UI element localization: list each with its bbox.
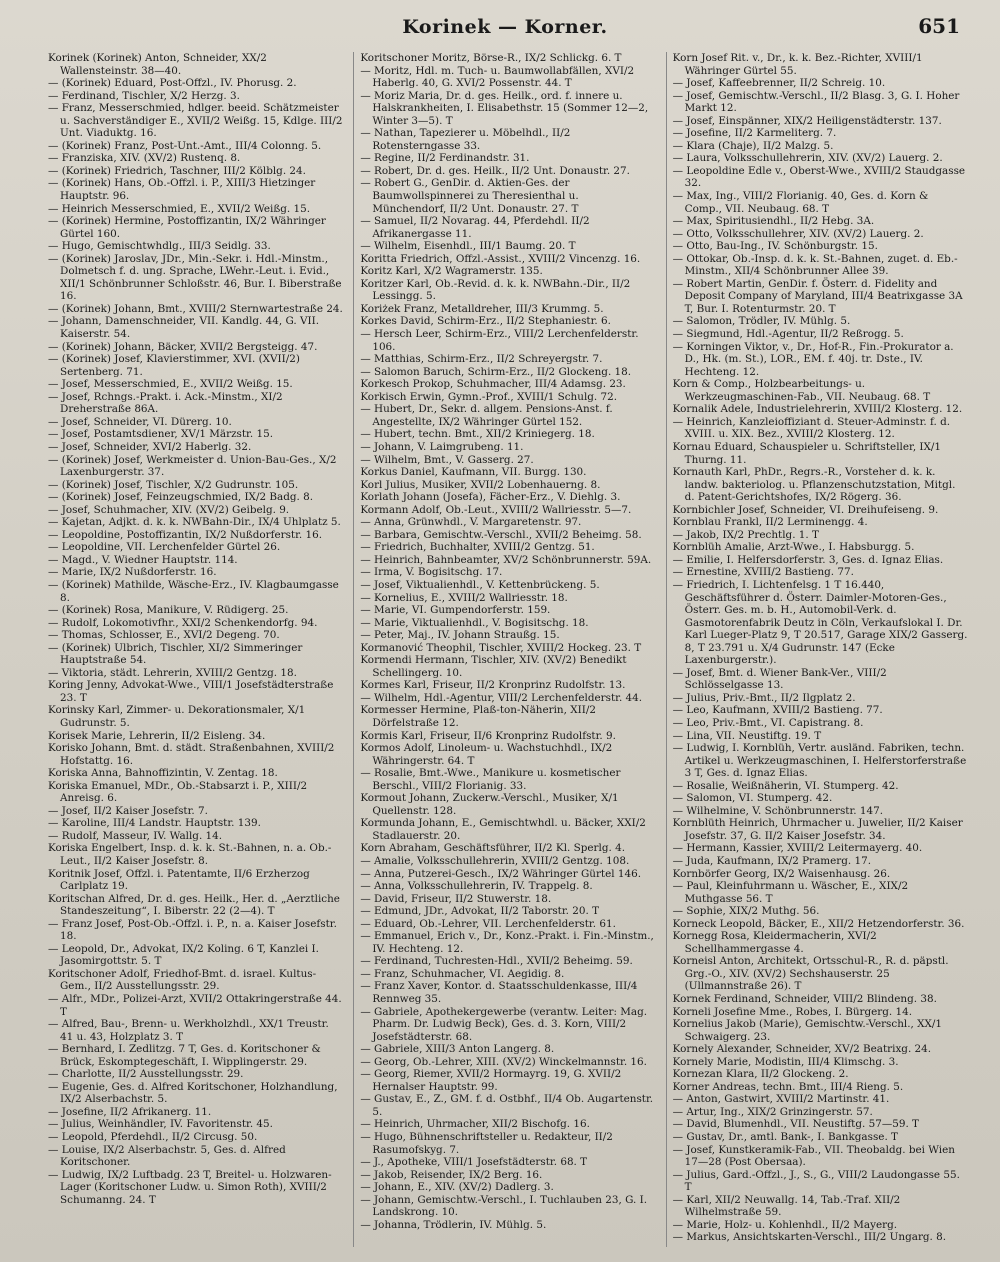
directory-entry: — Alfred, Bau-, Brenn- u. Werkholzhdl., XX/1 Treustr. 41 u. 43, Holzplatz 3. T — [48, 1018, 329, 1043]
directory-entry: — Josef, Kaffeebrenner, II/2 Schreig. 10. — [672, 77, 886, 90]
directory-entry: — Klara (Chaje), II/2 Malzg. 5. — [672, 139, 834, 152]
directory-entry: — Anna, Putzerei-Gesch., IX/2 Währinger Gürtel 146. — [360, 867, 642, 880]
directory-entry: — Otto, Bau-Ing., IV. Schönburgstr. 15. — [672, 240, 878, 253]
directory-entry: — Josef, Schneider, XVI/2 Haberlg. 32. — [48, 440, 252, 453]
directory-entry: — Artur, Ing., XIX/2 Grinzingerstr. 57. — [672, 1105, 873, 1118]
directory-entry: — Wilhelm, Eisenhdl., III/1 Baumg. 20. T — [360, 240, 576, 253]
directory-entry: — Robert, Dr. d. ges. Heilk., II/2 Unt. Donaustr. 27. — [360, 164, 630, 177]
directory-entry: — Heinrich, Uhrmacher, XII/2 Bischofg. 16. — [360, 1118, 590, 1131]
directory-entry: — Korningen Viktor, v., Dr., Hof-R., Fin.-Prokurator a. D., Hk. (m. St.), LOR., EM. f. 40j. tr. Dste., IV. Hechteng. 12. — [672, 340, 954, 378]
directory-entry: Koriska Engelbert, Insp. d. k. k. St.-Bahnen, n. a. Ob.-Leut., II/2 Kaiser Josefstr. 8. — [48, 842, 332, 867]
directory-entry: Korl Julius, Musiker, XVII/2 Lobenhauerng. 8. — [360, 478, 601, 491]
directory-entry: — Gustav, E., Z., GM. f. d. Ostbhf., II/4 Ob. Augartenstr. 5. — [360, 1093, 654, 1118]
directory-entry: — Wilhelm, Bmt., V. Gasserg. 27. — [360, 453, 534, 466]
directory-entry: Kormann Adolf, Ob.-Leut., XVIII/2 Wallriesstr. 5—7. — [360, 503, 632, 516]
directory-entry: Kormis Karl, Friseur, II/6 Kronprinz Rudolfstr. 9. — [360, 729, 616, 742]
directory-entry: Korn Abraham, Geschäftsführer, II/2 Kl. Sperlg. 4. — [360, 842, 626, 855]
directory-entry: — Johann, E., XIV. (XV/2) Dadlerg. 3. — [360, 1181, 554, 1194]
directory-entry: — (Korinek) Ulbrich, Tischler, XI/2 Simmeringer Hauptstraße 54. — [48, 641, 303, 667]
directory-entry: — Robert G., GenDir. d. Aktien-Ges. der Baumwollspinnerei zu Theresienthal u. Münchendorf, II/2 Unt. Donaustr. 27. T — [360, 177, 579, 215]
directory-entry: — Hubert, Dr., Sekr. d. allgem. Pensions-Anst. f. Angestellte, IX/2 Währinger Gürtel 152. — [360, 403, 613, 428]
directory-entry: — (Korinek) Franz, Post-Unt.-Amt., III/4 Colonng. 5. — [48, 139, 322, 152]
directory-entry: — Leo, Priv.-Bmt., VI. Capistrang. 8. — [672, 716, 864, 729]
column-middle — [353, 52, 655, 1247]
directory-entry: — Moriz Maria, Dr. d. ges. Heilk., ord. f. innere u. Halskrankheiten, I. Elisabethstr. 15 (Sommer 12—2, Winter 3—5). T — [360, 89, 649, 127]
directory-entry: — Juda, Kaufmann, IX/2 Pramerg. 17. — [672, 855, 872, 867]
directory-entry: — David, Blumenhdl., VII. Neustiftg. 57—59. T — [672, 1118, 919, 1131]
directory-entry: Korneisl Anton, Architekt, Ortsschul-R., R. d. päpstl. Grg.-O., XIV. (XV/2) Sechshauserstr. 25 (Ullmannstraße 26). T — [672, 955, 949, 993]
directory-entry: Kornau Eduard, Schauspieler u. Schriftsteller, IX/1 Thurng. 11. — [672, 440, 942, 466]
directory-entry: — J., Apotheke, VIII/1 Josefstädterstr. 68. T — [360, 1156, 588, 1169]
directory-entry: — Salomon Baruch, Schirm-Erz., II/2 Glockeng. 18. — [360, 365, 632, 378]
directory-entry: Koritta Friedrich, Offzl.-Assist., XVIII/2 Vincenzg. 16. — [360, 252, 641, 265]
directory-entry: — Johann, V. Laimgrubeng. 11. — [360, 440, 524, 453]
directory-entry: — Magd., V. Wiedner Hauptstr. 114. — [48, 553, 238, 566]
directory-entry: — Salomon, VI. Stumperg. 42. — [672, 792, 833, 805]
directory-entry: Korn Josef Rit. v., Dr., k. k. Bez.-Richter, XVIII/1 Währinger Gürtel 55. — [672, 52, 923, 77]
directory-entry: — Franziska, XIV. (XV/2) Rustenq. 8. — [48, 152, 241, 165]
directory-entry: — Paul, Kleinfuhrmann u. Wäscher, E., XIX/2 Muthgasse 56. T — [672, 880, 909, 905]
directory-entry: Kornblüh Amalie, Arzt-Wwe., I. Habsburgg. 5. — [672, 541, 915, 554]
entry-columns — [48, 52, 968, 1247]
directory-entry: — Georg, Riemer, XVII/2 Hormayrg. 19, G. XVII/2 Hernalser Hauptstr. 99. — [360, 1068, 622, 1093]
directory-entry: Koritz Karl, X/2 Wagramerstr. 135. — [360, 265, 543, 278]
directory-entry: — Friedrich, I. Lichtenfelsg. 1 T 16.440, Geschäftsführer d. Österr. Daimler-Motoren-Ges., Österr. Ges. m. b. H., Automobil-Verk. d. Gasmotorenfabrik Deutz in Cöln, Verkaufslokal I. Dr. Karl Lueger-Platz 9, T 20.517, Garage XIX/2 Gasserg. 8, T 23.791 u. X/4 Gudrunstr. 147 (Ecke Laxenburgerstr.). — [672, 578, 968, 667]
running-head: Korinek — Korner. — [402, 16, 608, 38]
directory-entry: — Ferdinand, Tischler, X/2 Herzg. 3. — [48, 89, 240, 102]
directory-entry: — Gabriele, XIII/3 Anton Langerg. 8. — [360, 1043, 555, 1056]
directory-entry: — Leopoldine Edle v., Oberst-Wwe., XVIII/2 Staudgasse 32. — [672, 164, 966, 190]
directory-entry: Korisko Johann, Bmt. d. städt. Straßenbahnen, XVIII/2 Hofstattg. 16. — [48, 742, 335, 767]
directory-entry: — (Korinek) Jaroslav, JDr., Min.-Sekr. i. Hdl.-Minstm., Dolmetsch f. d. ung. Sprache, LWehr.-Leut. i. Evid., XII/1 Schönbrunner Schloßstr. 46, Bur. I. Biberstraße 16. — [48, 252, 342, 303]
directory-entry: — Matthias, Schirm-Erz., II/2 Schreyergstr. 7. — [360, 353, 603, 366]
directory-entry: Koring Jenny, Advokat-Wwe., VIII/1 Josefstädterstraße 23. T — [48, 679, 334, 704]
directory-entry: — Hubert, techn. Bmt., XII/2 Kriniegerg. 18. — [360, 428, 595, 441]
directory-entry: — Ernestine, XVIII/2 Bastieng. 77. — [672, 566, 854, 579]
directory-entry: — Friedrich, Buchhalter, XVIII/2 Gentzg. 51. — [360, 541, 595, 554]
directory-entry: — Moritz, Hdl. m. Tuch- u. Baumwollabfällen, XVI/2 Haberlg. 40, G. XVI/2 Possenstr. 44. T — [360, 64, 635, 90]
directory-entry: — Karoline, III/4 Landstr. Hauptstr. 139. — [48, 817, 261, 830]
directory-entry: — Leopoldine, Postoffizantin, IX/2 Nußdorferstr. 16. — [48, 528, 323, 541]
directory-entry: — Josef, Messerschmied, E., XVII/2 Weißg. 15. — [48, 378, 293, 391]
directory-entry: — Rosalie, Bmt.-Wwe., Manikure u. kosmetischer Berschl., VIII/2 Florianig. 33. — [360, 767, 621, 792]
directory-entry: — (Korinek) Friedrich, Taschner, III/2 Kölblg. 24. — [48, 164, 306, 177]
directory-entry: Kormesser Hermine, Plaß-ton-Näherin, XII/2 Dörfelstraße 12. — [360, 704, 596, 729]
directory-entry: — Anna, Volksschullehrerin, IV. Trappelg. 8. — [360, 880, 593, 893]
directory-entry: — Max, Ing., VIII/2 Florianig. 40, Ges. d. Korn & Comp., VII. Neubaug. 68. T — [672, 190, 929, 215]
directory-entry: — Josef, Kunstkeramik-Fab., VII. Theobaldg. bei Wien 17—28 (Post Obersaa). — [672, 1143, 955, 1169]
directory-entry: Kormunda Johann, E., Gemischtwhdl. u. Bäcker, XXI/2 Stadlauerstr. 20. — [360, 817, 646, 842]
directory-entry: — Leopold, Dr., Advokat, IX/2 Koling. 6 T, Kanzlei I. Jasomirgottstr. 5. T — [48, 942, 319, 968]
directory-entry: Koritschan Alfred, Dr. d. ges. Heilk., Her. d. „Aerztliche Standeszeitung“, I. Biberstr. 22 (2—4). T — [48, 892, 340, 918]
directory-entry: — Thomas, Schlosser, E., XVI/2 Degeng. 70. — [48, 629, 280, 642]
directory-entry: — Gustav, Dr., amtl. Bank-, I. Bankgasse. T — [672, 1131, 898, 1144]
directory-entry: — Leopold, Pferdehdl., II/2 Circusg. 50. — [48, 1131, 258, 1144]
directory-entry: Korkisch Erwin, Gymn.-Prof., XVIII/1 Schulg. 72. — [360, 390, 618, 403]
directory-entry: — Karl, XII/2 Neuwallg. 14, Tab.-Traf. XII/2 Wilhelmstraße 59. — [672, 1193, 901, 1219]
directory-entry: Korlath Johann (Josefa), Fächer-Erz., V. Diehlg. 3. — [360, 491, 621, 504]
directory-entry: — Anna, Grünwhdl., V. Margaretenstr. 97. — [360, 516, 582, 529]
directory-entry: — Bernhard, I. Zedlitzg. 7 T, Ges. d. Koritschoner & Brück, Eskomptegeschäft, I. Wipplingerstr. 29. — [48, 1043, 321, 1068]
directory-entry: — Marie, VI. Gumpendorferstr. 159. — [360, 604, 551, 617]
directory-entry: — Johann, Gemischtw.-Verschl., I. Tuchlauben 23, G. I. Landskrong. 10. — [360, 1193, 648, 1219]
directory-entry: Kormendi Hermann, Tischler, XIV. (XV/2) Benedikt Schellingerg. 10. — [360, 654, 627, 679]
directory-entry: — Rudolf, Lokomotivfhr., XXI/2 Schenkendorfg. 94. — [48, 616, 318, 629]
directory-entry: — Wilhelmine, V. Schönbrunnerstr. 147. — [672, 804, 884, 817]
directory-entry: — Regine, II/2 Ferdinandstr. 31. — [360, 152, 530, 165]
directory-entry: Korneck Leopold, Bäcker, E., XII/2 Hetzendorferstr. 36. — [672, 917, 965, 930]
directory-entry: Kornbichler Josef, Schneider, VI. Dreihufeiseng. 9. — [672, 503, 939, 516]
directory-entry: — (Korinek) Josef, Werkmeister d. Union-Bau-Ges., X/2 Laxenburgerstr. 37. — [48, 453, 337, 479]
directory-entry: — Josef, Einspänner, XIX/2 Heiligenstädterstr. 137. — [672, 114, 942, 127]
directory-entry: — Laura, Volksschullehrerin, XIV. (XV/2) Lauerg. 2. — [672, 152, 943, 165]
directory-entry: — Salomon, Trödler, IV. Mühlg. 5. — [672, 315, 851, 328]
directory-entry: — Anton, Gastwirt, XVIII/2 Martinstr. 41. — [672, 1093, 890, 1106]
directory-entry: — (Korinek) Josef, Feinzeugschmied, IX/2 Badg. 8. — [48, 491, 314, 504]
directory-entry: — Kornelius, E., XVIII/2 Wallriesstr. 18. — [360, 591, 568, 604]
directory-entry: — Viktoria, städt. Lehrerin, XVIII/2 Gentzg. 18. — [48, 666, 297, 679]
directory-entry: — Julius, Weinhändler, IV. Favoritenstr. 45. — [48, 1118, 273, 1131]
directory-entry: — Wilhelm, Hdl.-Agentur, VIII/2 Lerchenfelderstr. 44. — [360, 691, 643, 704]
directory-entry: — Josefine, II/2 Afrikanerg. 11. — [48, 1105, 212, 1118]
directory-entry: Korn & Comp., Holzbearbeitungs- u. Werkzeugmaschinen-Fab., VII. Neubaug. 68. T — [672, 378, 931, 403]
directory-entry: — Franz, Messerschmied, hdlger. beeid. Schätzmeister u. Sachverständiger E., XVII/2 Weißg. 15, Kdlge. III/2 Unt. Viaduktg. 16. — [48, 102, 343, 140]
directory-entry: — Rudolf, Masseur, IV. Wallg. 14. — [48, 829, 223, 842]
directory-entry: Kormanović Theophil, Tischler, XVIII/2 Hockeg. 23. T — [360, 641, 642, 654]
directory-entry: — Heinrich, Kanzleioffiziant d. Steuer-Adminstr. f. d. XVIII. u. XIX. Bez., XVIII/2 Klosterg. 12. — [672, 415, 951, 441]
directory-entry: — Robert Martin, GenDir. f. Österr. d. Fidelity and Deposit Company of Maryland, III/4 Beatrixgasse 3A T, Bur. I. Rotenturmstr. 20. T — [672, 277, 963, 315]
directory-entry: — Samuel, II/2 Novarag. 44, Pferdehdl. II/2 Afrikanergasse 11. — [360, 215, 590, 240]
directory-entry: — Gabriele, Apothekergewerbe (verantw. Leiter: Mag. Pharm. Dr. Ludwig Beck), Ges. d. 3. Korn, VIII/2 Josefstädterstr. 68. — [360, 1005, 648, 1043]
directory-entry: — Rosalie, Weißnäherin, VI. Stumperg. 42. — [672, 779, 899, 792]
directory-entry: — Hugo, Gemischtwhdlg., III/3 Seidlg. 33. — [48, 240, 271, 253]
directory-entry: — David, Friseur, II/2 Stuwerstr. 18. — [360, 892, 552, 905]
column-left — [48, 52, 343, 1247]
directory-entry: — (Korinek) Josef, Klavierstimmer, XVI. (XVII/2) Sertenberg. 71. — [48, 353, 300, 378]
directory-entry: Korkus Daniel, Kaufmann, VII. Burgg. 130. — [360, 466, 587, 479]
directory-entry: — Emilie, I. Helfersdorferstr. 3, Ges. d. Ignaz Elias. — [672, 553, 944, 566]
directory-entry: — Kajetan, Adjkt. d. k. k. NWBahn-Dir., IX/4 Uhlplatz 5. — [48, 516, 341, 529]
directory-entry: — Lina, VII. Neustiftg. 19. T — [672, 729, 822, 742]
directory-entry: — Siegmund, Hdl.-Agentur, II/2 Reßrogg. 5. — [672, 328, 904, 341]
directory-entry: — Franz Xaver, Kontor. d. Staatsschuldenkasse, III/4 Rennweg 35. — [360, 980, 638, 1006]
directory-entry: — Johanna, Trödlerin, IV. Mühlg. 5. — [360, 1218, 547, 1231]
directory-entry: — Josef, Viktualienhdl., V. Kettenbrückeng. 5. — [360, 578, 600, 591]
directory-entry: — Irma, V. Bogisitschg. 17. — [360, 566, 503, 579]
column-right — [666, 52, 968, 1247]
directory-entry: — Ludwig, I. Kornblüh, Vertr. ausländ. Fabriken, techn. Artikel u. Werkzeugmaschinen, I. Helferstorferstraße 3 T, Ges. d. Ignaz Elias. — [672, 742, 967, 780]
directory-entry: Korinek (Korinek) Anton, Schneider, XX/2 Wallensteinstr. 38—40. — [48, 52, 267, 77]
directory-entry: — Otto, Volksschullehrer, XIV. (XV/2) Lauerg. 2. — [672, 227, 924, 240]
directory-entry: — Max, Spiritusiendhl., II/2 Hebg. 3A. — [672, 215, 875, 228]
directory-entry: — (Korinek) Mathilde, Wäsche-Erz., IV. Klagbaumgasse 8. — [48, 578, 339, 604]
directory-entry: Koriska Anna, Bahnoffizintin, V. Zentag. 18. — [48, 767, 278, 780]
directory-entry: — Heinrich, Bahnbeamter, XV/2 Schönbrunnerstr. 59A. — [360, 553, 652, 566]
directory-entry: — Ferdinand, Tuchresten-Hdl., XVII/2 Beheimg. 59. — [360, 955, 633, 968]
directory-entry: Kornely Alexander, Schneider, XV/2 Beatrixg. 24. — [672, 1043, 932, 1056]
directory-entry: — Hersch Leer, Schirm-Erz., VIII/2 Lerchenfelderstr. 106. — [360, 328, 639, 353]
page-header — [40, 14, 970, 40]
directory-entry: Kornek Ferdinand, Schneider, VIII/2 Blindeng. 38. — [672, 993, 937, 1006]
directory-entry: Korner Andreas, techn. Bmt., III/4 Rieng. 5. — [672, 1080, 904, 1093]
directory-entry: — (Korinek) Rosa, Manikure, V. Rüdigerg. 25. — [48, 604, 289, 617]
directory-entry: Koriżek Franz, Metalldreher, III/3 Krummg. 5. — [360, 302, 604, 315]
directory-entry: Koritschoner Adolf, Friedhof-Bmt. d. israel. Kultus-Gem., II/2 Ausstellungsstr. 29. — [48, 967, 317, 993]
directory-entry: — Louise, IX/2 Alserbachstr. 5, Ges. d. Alfred Koritschoner. — [48, 1143, 286, 1169]
directory-entry: Kornelius Jakob (Marie), Gemischtw.-Verschl., XX/1 Schwaigerg. 23. — [672, 1018, 943, 1043]
directory-entry: — (Korinek) Josef, Tischler, X/2 Gudrunstr. 105. — [48, 478, 299, 491]
directory-entry: — Emmanuel, Erich v., Dr., Konz.-Prakt. i. Fin.-Minstm., IV. Hechteng. 12. — [360, 930, 654, 955]
directory-entry: Kornblau Frankl, II/2 Lerminengg. 4. — [672, 516, 868, 529]
directory-entry: — Johann, Damenschneider, VII. Kandlg. 44, G. VII. Kaiserstr. 54. — [48, 315, 320, 341]
directory-entry: — Edmund, JDr., Advokat, II/2 Taborstr. 20. T — [360, 905, 600, 918]
directory-entry: Kormout Johann, Zuckerw.-Verschl., Musiker, X/1 Quellenstr. 128. — [360, 792, 619, 817]
directory-entry: Koritzer Karl, Ob.-Revid. d. k. k. NWBahn.-Dir., II/2 Lessingg. 5. — [360, 277, 631, 303]
directory-entry: — Ottokar, Ob.-Insp. d. k. k. St.-Bahnen, zuget. d. Eb.-Minstm., XII/4 Schönbrunner Allee 39. — [672, 252, 958, 278]
directory-entry: — Leo, Kaufmann, XVIII/2 Bastieng. 77. — [672, 704, 883, 717]
directory-entry: Korkesch Prokop, Schuhmacher, III/4 Adamsg. 23. — [360, 378, 626, 391]
directory-entry: — (Korinek) Johann, Bäcker, XVII/2 Bergsteigg. 47. — [48, 340, 318, 353]
directory-entry: — Eduard, Ob.-Lehrer, VII. Lerchenfelderstr. 61. — [360, 917, 616, 930]
directory-entry: — Eugenie, Ges. d. Alfred Koritschoner, Holzhandlung, IX/2 Alserbachstr. 5. — [48, 1080, 338, 1106]
directory-entry: — Julius, Priv.-Bmt., II/2 Ilgplatz 2. — [672, 691, 856, 704]
directory-entry: — Josef, Rchngs.-Prakt. i. Ack.-Minstm., XI/2 Dreherstraße 86A. — [48, 390, 283, 416]
directory-entry: — Josef, Schneider, VI. Dürerg. 10. — [48, 415, 232, 428]
directory-entry: — Peter, Maj., IV. Johann Straußg. 15. — [360, 629, 560, 642]
directory-entry: — Hugo, Bühnenschriftsteller u. Redakteur, II/2 Rasumofskyg. 7. — [360, 1131, 613, 1156]
directory-entry: — Josefine, II/2 Karmeliterg. 7. — [672, 127, 837, 140]
directory-entry: Koritschoner Moritz, Börse-R., IX/2 Schlickg. 6. T — [360, 52, 622, 64]
directory-entry: — Jakob, Reisender, IX/2 Berg. 16. — [360, 1168, 543, 1181]
directory-entry: Koriska Emanuel, MDr., Ob.-Stabsarzt i. P., XIII/2 Anreisg. 6. — [48, 779, 308, 805]
directory-entry: — Charlotte, II/2 Ausstellungsstr. 29. — [48, 1068, 244, 1081]
directory-entry: — Alfr., MDr., Polizei-Arzt, XVII/2 Ottakringerstraße 44. T — [48, 993, 342, 1018]
directory-entry: — Markus, Ansichtskarten-Verschl., III/2 Ungarg. 8. — [672, 1231, 947, 1244]
directory-entry: Kornalik Adele, Industrielehrerin, XVIII/2 Klosterg. 12. — [672, 403, 963, 416]
directory-entry: Koritnik Josef, Offzl. i. Patentamte, II/6 Erzherzog Carlplatz 19. — [48, 867, 310, 893]
directory-entry: — Josef, Bmt. d. Wiener Bank-Ver., VIII/2 Schlösselgasse 13. — [672, 666, 887, 692]
directory-entry: — Josef, II/2 Kaiser Josefstr. 7. — [48, 804, 208, 817]
directory-entry: — Barbara, Gemischtw.-Verschl., XVII/2 Beheimg. 58. — [360, 528, 642, 541]
directory-entry: Korneli Josefine Mme., Robes, I. Bürgerg. 14. — [672, 1005, 913, 1018]
directory-entry: — Marie, Holz- u. Kohlenhdl., II/2 Mayerg. — [672, 1218, 898, 1231]
directory-entry: — Marie, IX/2 Nußdorferstr. 16. — [48, 566, 217, 579]
directory-entry: — Marie, Viktualienhdl., V. Bogisitschg. 18. — [360, 616, 589, 629]
directory-entry: — Nathan, Tapezierer u. Möbelhdl., II/2 Rotensterngasse 33. — [360, 127, 571, 152]
directory-entry: Kornely Marie, Modistin, III/4 Klimschg. 3. — [672, 1055, 899, 1068]
directory-entry: Kornauth Karl, PhDr., Regrs.-R., Vorsteher d. k. k. landw. bakteriolog. u. Pflanzenschutzstation, Mitgl. d. Patent-Gerichtshofes, IX/2 Rögerg. 36. — [672, 466, 956, 504]
directory-entry: Kornbörfer Georg, IX/2 Waisenhausg. 26. — [672, 867, 891, 880]
directory-entry: — Ludwig, IX/2 Luftbadg. 23 T, Breitel- u. Holzwaren-Lager (Koritschoner Ludw. u. Simon Roth), XVIII/2 Schumanng. 24. T — [48, 1168, 332, 1206]
directory-entry: — Josef, Gemischtw.-Verschl., II/2 Blasg. 3, G. I. Hoher Markt 12. — [672, 89, 960, 115]
directory-entry: — Franz Josef, Post-Ob.-Offzl. i. P., n. a. Kaiser Josefstr. 18. — [48, 917, 337, 943]
directory-entry: — Josef, Schuhmacher, XIV. (XV/2) Geibelg. 9. — [48, 503, 290, 516]
directory-entry: Kornezan Klara, II/2 Glockeng. 2. — [672, 1068, 849, 1081]
directory-entry: Korkes David, Schirm-Erz., II/2 Stephaniestr. 6. — [360, 315, 611, 328]
directory-entry: — (Korinek) Eduard, Post-Offzl., IV. Phorusg. 2. — [48, 77, 297, 90]
directory-entry: — Josef, Postamtsdiener, XV/1 Märzstr. 15. — [48, 428, 274, 441]
directory-entry: — Heinrich Messerschmied, E., XVII/2 Weißg. 15. — [48, 202, 311, 215]
directory-entry: Kormes Karl, Friseur, II/2 Kronprinz Rudolfstr. 13. — [360, 679, 626, 692]
directory-entry: — (Korinek) Hermine, Postoffizantin, IX/2 Währinger Gürtel 160. — [48, 215, 326, 240]
directory-entry: — Leopoldine, VII. Lerchenfelder Gürtel 26. — [48, 541, 281, 554]
directory-entry: — Amalie, Volksschullehrerin, XVIII/2 Gentzg. 108. — [360, 855, 630, 867]
page-number: 651 — [918, 14, 960, 38]
directory-entry: — Franz, Schuhmacher, VI. Aegidig. 8. — [360, 967, 565, 980]
directory-entry: — (Korinek) Hans, Ob.-Offzl. i. P., XIII/3 Hietzinger Hauptstr. 96. — [48, 177, 316, 203]
directory-entry: — Sophie, XIX/2 Muthg. 56. — [672, 905, 820, 918]
directory-entry: — Jakob, IX/2 Prechtlg. 1. T — [672, 528, 819, 541]
directory-entry: Korinsky Karl, Zimmer- u. Dekorationsmaler, X/1 Gudrunstr. 5. — [48, 704, 306, 729]
directory-entry: Korisek Marie, Lehrerin, II/2 Eisleng. 34. — [48, 729, 266, 742]
directory-entry: Kornegg Rosa, Kleidermacherin, XVI/2 Schellhammergasse 4. — [672, 930, 877, 955]
directory-entry: — Hermann, Kassier, XVIII/2 Leitermayerg. 40. — [672, 842, 923, 855]
directory-entry: Kormos Adolf, Linoleum- u. Wachstuchhdl., IX/2 Währingerstr. 64. T — [360, 742, 613, 767]
directory-entry: — (Korinek) Johann, Bmt., XVIII/2 Sternwartestraße 24. — [48, 302, 343, 315]
directory-entry: — Georg, Ob.-Lehrer, XIII. (XV/2) Winckelmannstr. 16. — [360, 1055, 647, 1068]
directory-entry: — Julius, Gard.-Offzl., J., S., G., VIII/2 Laudongasse 55. T — [672, 1168, 960, 1194]
directory-entry: Kornblüth Heinrich, Uhrmacher u. Juwelier, II/2 Kaiser Josefstr. 37, G. II/2 Kaiser Josefstr. 34. — [672, 817, 963, 842]
